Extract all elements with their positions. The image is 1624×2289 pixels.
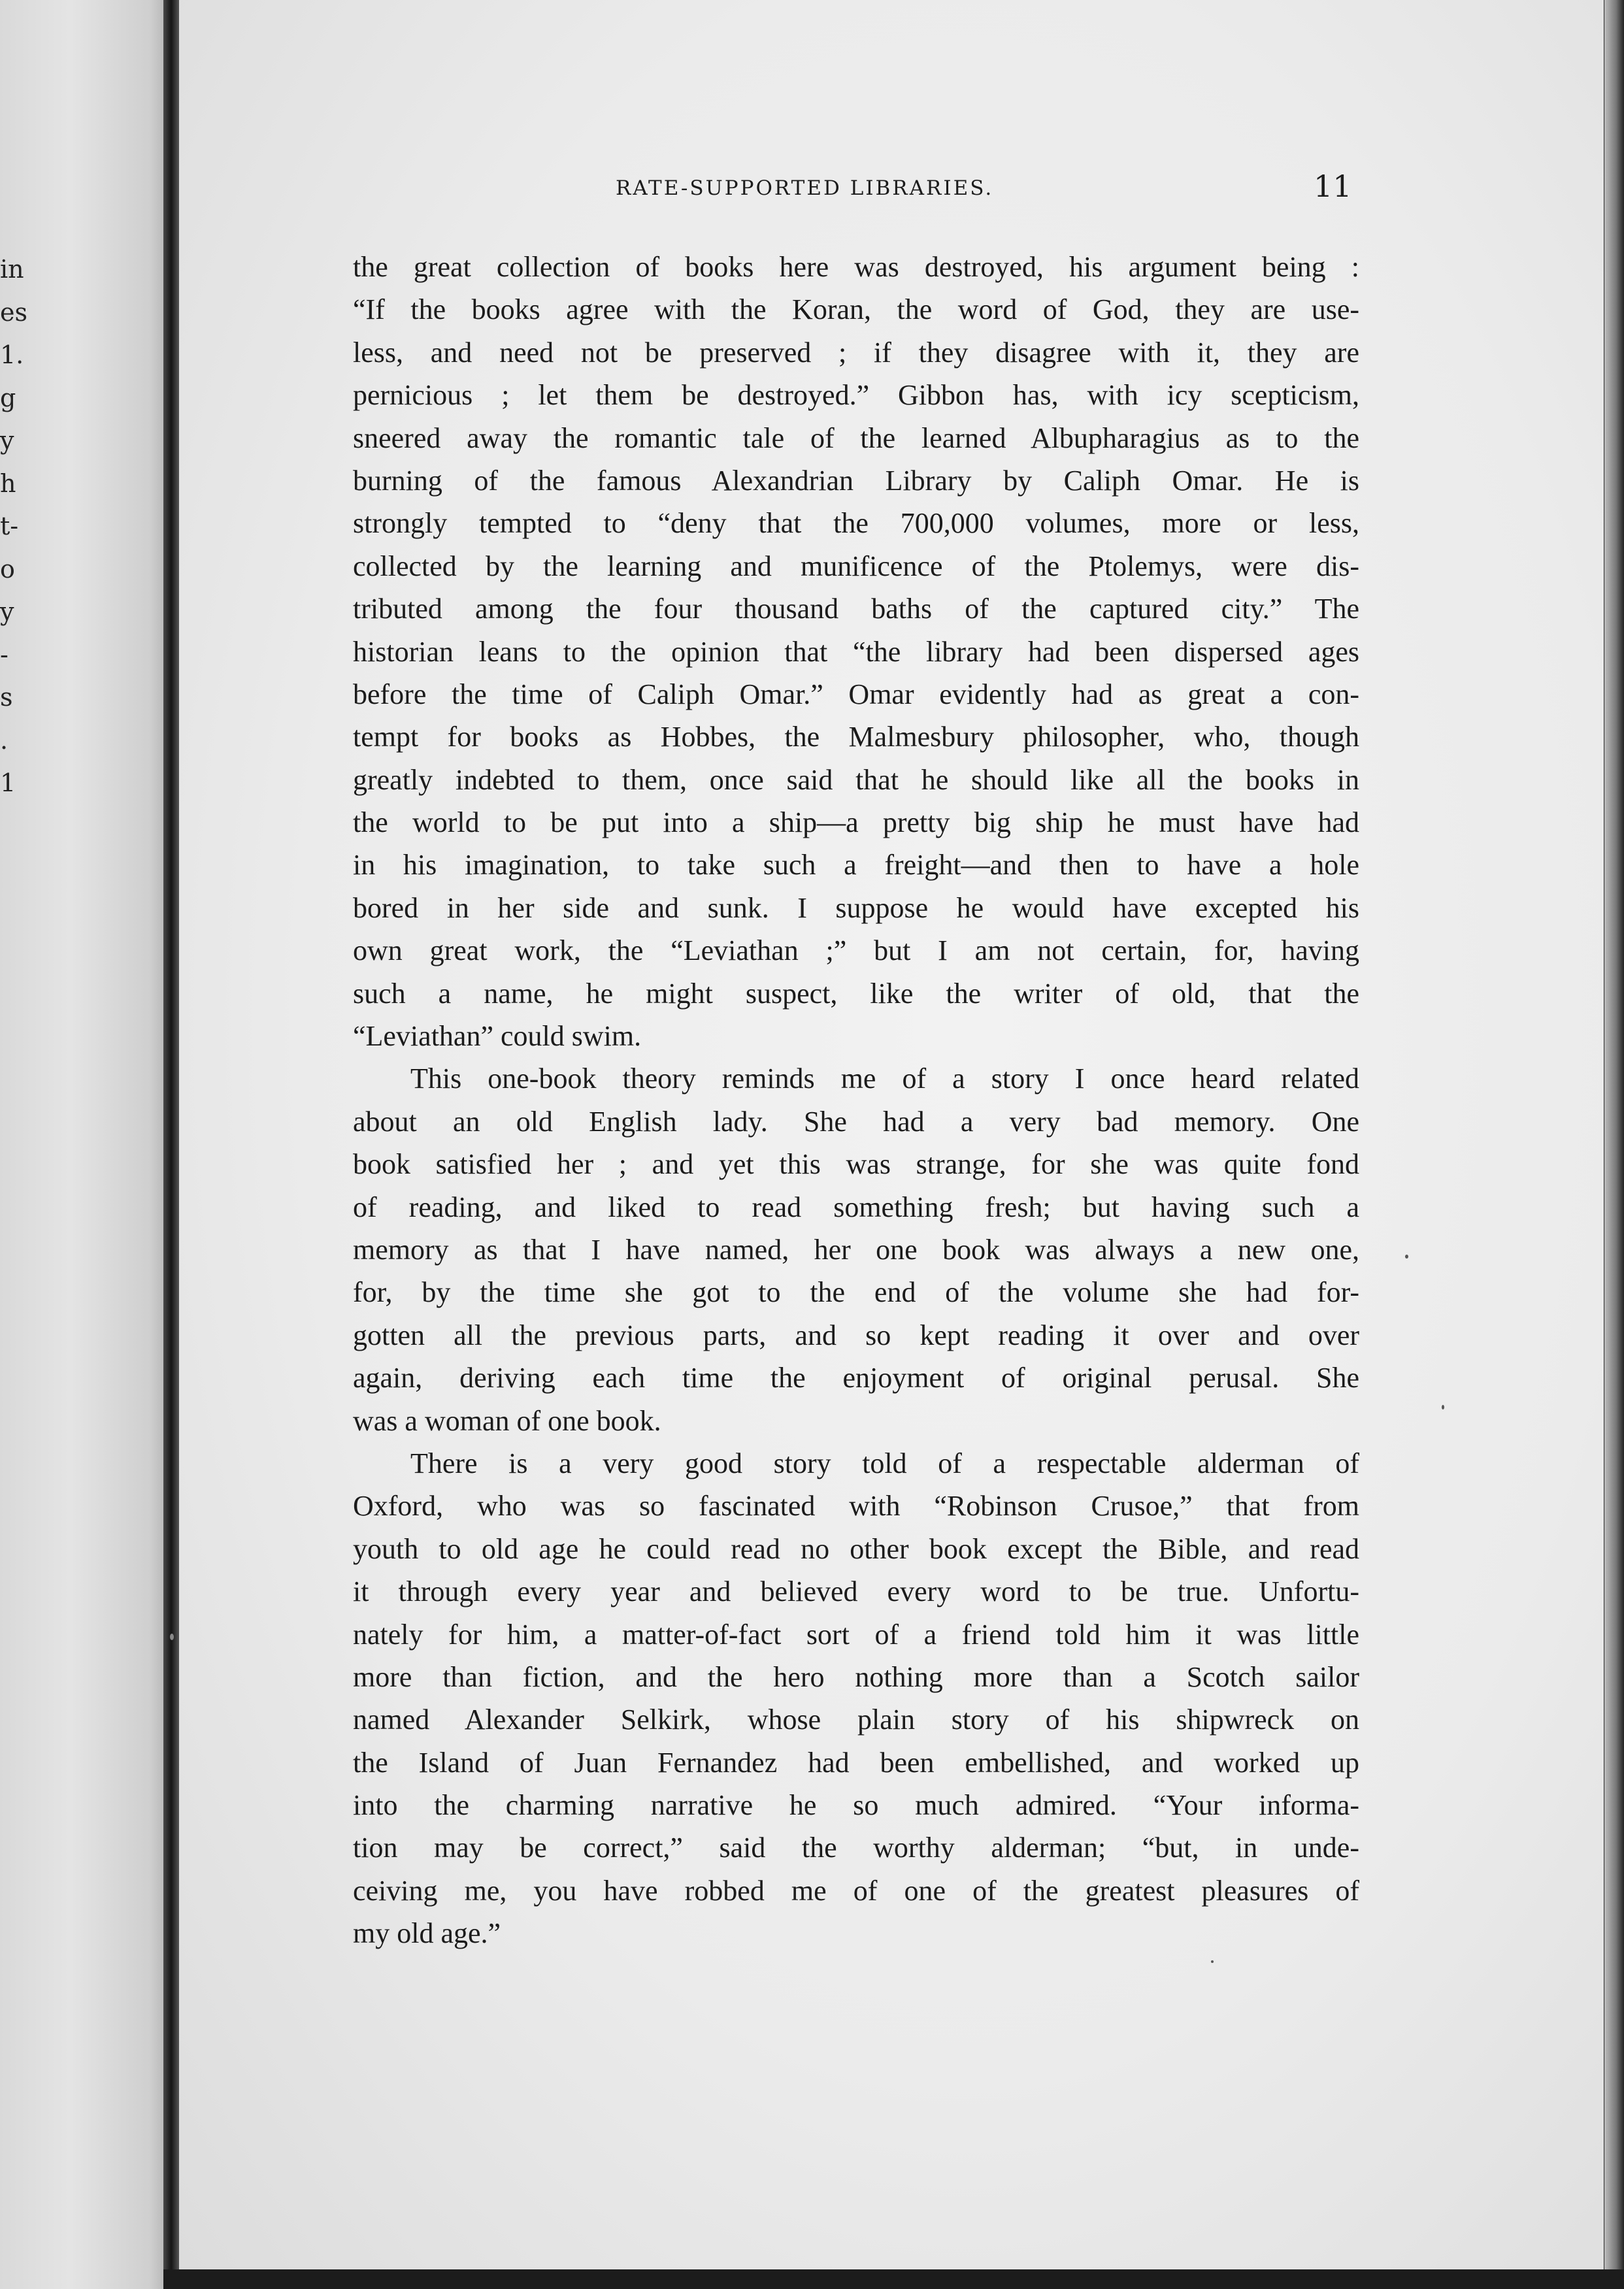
- text-line: burning of the famous Alexandrian Library by Caliph Omar. He is: [353, 464, 1359, 497]
- text-line: Oxford, who was so fascinated with “Robinson Crusoe,” that from: [353, 1490, 1359, 1523]
- previous-page-fragment: y: [0, 597, 14, 626]
- book-gutter: [163, 0, 179, 2289]
- text-line: book satisfied her ; and yet this was strange, for she was quite fond: [353, 1148, 1359, 1181]
- paragraph: [353, 246, 1359, 1057]
- previous-page-line-ends: [0, 248, 39, 805]
- previous-page-fragment: t-: [0, 512, 19, 540]
- previous-page-fragment: in: [0, 255, 24, 284]
- text-line: strongly tempted to “deny that the 700,000 volumes, more or less,: [353, 507, 1359, 540]
- previous-page-fragment: -: [0, 640, 8, 669]
- previous-page-fragment: h: [0, 469, 16, 498]
- previous-page-fragment: y: [0, 426, 14, 455]
- paragraph: [353, 1442, 1359, 1955]
- text-line: memory as that I have named, her one book was always a new one,: [353, 1233, 1359, 1266]
- text-line: sneered away the romantic tale of the learned Albupharagius as to the: [353, 421, 1359, 454]
- ink-speck: [1405, 1255, 1408, 1259]
- text-line: it through every year and believed every word to be true. Unfortu-: [353, 1575, 1359, 1608]
- text-line: the great collection of books here was destroyed, his argument being :: [353, 251, 1359, 283]
- text-line: pernicious ; let them be destroyed.” Gibbon has, with icy scepticism,: [353, 379, 1359, 412]
- text-line: such a name, he might suspect, like the writer of old, that the: [353, 977, 1359, 1010]
- text-line: bored in her side and sunk. I suppose he would have excepted his: [353, 891, 1359, 924]
- body-text: [353, 246, 1359, 1955]
- text-line: youth to old age he could read no other book except the Bible, and read: [353, 1532, 1359, 1565]
- ink-speck: [1211, 1960, 1214, 1963]
- text-line: tempt for books as Hobbes, the Malmesbury philosopher, who, though: [353, 721, 1359, 753]
- text-line: nately for him, a matter-of-fact sort of a friend told him it was little: [353, 1618, 1359, 1651]
- previous-page-fragment: es: [0, 297, 27, 327]
- page-edge-bottom: [163, 2269, 1624, 2289]
- text-line: “If the books agree with the Koran, the word of God, they are use-: [353, 293, 1359, 326]
- text-line: was a woman of one book.: [353, 1404, 661, 1437]
- paragraph: [353, 1057, 1359, 1442]
- previous-page-fragment: 1: [0, 768, 16, 797]
- text-line: more than fiction, and the hero nothing more than a Scotch sailor: [353, 1660, 1359, 1693]
- text-line: There is a very good story told of a respectable alderman of: [410, 1447, 1359, 1479]
- text-line: greatly indebted to them, once said that he should like all the books in: [353, 763, 1359, 796]
- running-head: RATE-SUPPORTED LIBRARIES.: [616, 176, 994, 200]
- text-line: This one-book theory reminds me of a story I once heard related: [410, 1062, 1359, 1095]
- page-number: 11: [1314, 169, 1352, 204]
- text-line: own great work, the “Leviathan ;” but I am not certain, for, having: [353, 934, 1359, 967]
- text-line: ceiving me, you have robbed me of one of the greatest pleasures of: [353, 1874, 1359, 1907]
- text-line: tion may be correct,” said the worthy alderman; “but, in unde-: [353, 1832, 1359, 1864]
- text-line: again, deriving each time the enjoyment of original perusal. She: [353, 1362, 1359, 1394]
- previous-page-fragment: s: [0, 683, 13, 712]
- previous-page-edge: [0, 0, 176, 2289]
- ink-speck: [1442, 1405, 1444, 1409]
- text-line: for, by the time she got to the end of the volume she had for-: [353, 1276, 1359, 1309]
- text-line: collected by the learning and munificence of the Ptolemys, were dis-: [353, 550, 1359, 582]
- previous-page-fragment: .: [0, 725, 8, 755]
- text-line: about an old English lady. She had a very bad memory. One: [353, 1105, 1359, 1138]
- previous-page-fragment: o: [0, 554, 15, 584]
- text-line: before the time of Caliph Omar.” Omar evidently had as great a con-: [353, 678, 1359, 710]
- text-line: less, and need not be preserved ; if they disagree with it, they are: [353, 336, 1359, 369]
- previous-page-fragment: 1.: [0, 340, 24, 369]
- text-line: gotten all the previous parts, and so kept reading it over and over: [353, 1319, 1359, 1351]
- text-line: the Island of Juan Fernandez had been embellished, and worked up: [353, 1746, 1359, 1779]
- previous-page-fragment: g: [0, 383, 16, 412]
- text-line: my old age.”: [353, 1917, 501, 1950]
- text-line: the world to be put into a ship—a pretty big ship he must have had: [353, 806, 1359, 839]
- text-line: “Leviathan” could swim.: [353, 1020, 642, 1053]
- text-line: named Alexander Selkirk, whose plain story of his shipwreck on: [353, 1704, 1359, 1736]
- text-line: historian leans to the opinion that “the library had been dispersed ages: [353, 635, 1359, 668]
- text-line: in his imagination, to take such a freight—and then to have a hole: [353, 849, 1359, 881]
- text-line: of reading, and liked to read something fresh; but having such a: [353, 1191, 1359, 1223]
- ink-speck: [170, 1634, 174, 1640]
- text-line: tributed among the four thousand baths of the captured city.” The: [353, 593, 1359, 625]
- text-line: into the charming narrative he so much admired. “Your informa-: [353, 1789, 1359, 1822]
- page-edge-right: [1604, 0, 1624, 2289]
